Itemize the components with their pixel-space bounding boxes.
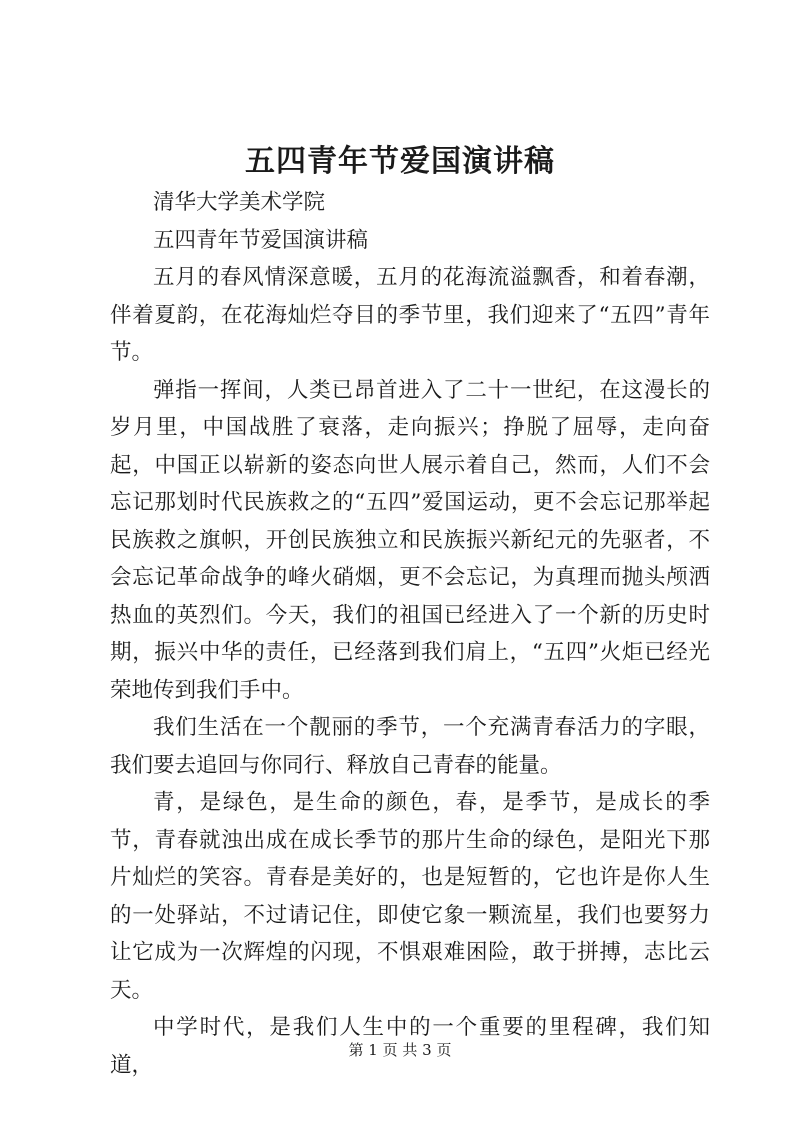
document-title: 五四青年节爱国演讲稿 [245,144,555,179]
page-footer: 第 1 页 共 3 页 [348,1041,452,1059]
paragraph: 我们生活在一个靓丽的季节，一个充满青春活力的字眼，我们要去追回与你同行、释放自己青春的能量。 [110,715,710,778]
subtitle-line: 五四青年节爱国演讲稿 [153,227,369,253]
paragraph: 青，是绿色，是生命的颜色，春，是季节，是成长的季节，青春就浊出成在成长季节的那片生命的绿色，是阳光下那片灿烂的笑容。青春是美好的，也是短暂的，它也许是你人生的一处驿站，不过请记住，即使它象一颗流星，我们也要努力让它成为一次辉煌的闪现，不惧艰难困险，敢于拼搏，志比云天。 [110,790,710,1003]
paragraph: 弹指一挥间，人类已昂首进入了二十一世纪，在这漫长的岁月里，中国战胜了衰落，走向振兴；挣脱了屈辱，走向奋起，中国正以崭新的姿态向世人展示着自己，然而，人们不会忘记那划时代民族救之的“五四”爱国运动，更不会忘记那举起民族救之旗帜，开创民族独立和民族振兴新纪元的先驱者，不会忘记革命战争的峰火硝烟，更不会忘记，为真理而抛头颅洒热血的英烈们。今天，我们的祖国已经进入了一个新的历史时期，振兴中华的责任，已经落到我们肩上，“五四”火炬已经光荣地传到我们手中。 [110,377,710,703]
document-body [110,184,710,1084]
author-line: 清华大学美术学院 [153,190,326,215]
paragraph: 中学时代，是我们人生中的一个重要的里程碑，我们知道， [110,1015,710,1078]
paragraph: 五月的春风情深意暖，五月的花海流溢飘香，和着春潮，伴着夏韵，在花海灿烂夺目的季节里，我们迎来了“五四”青年节。 [110,265,710,365]
